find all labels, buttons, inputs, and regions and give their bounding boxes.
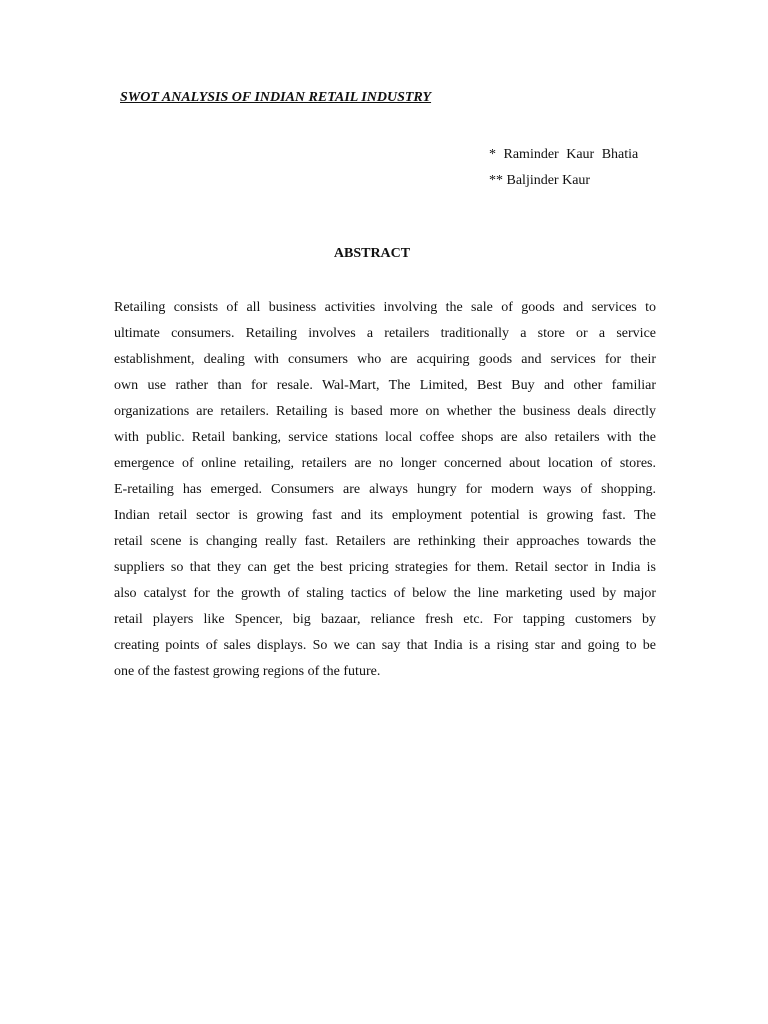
- abstract-line: one of the fastest growing regions of the future.: [114, 664, 381, 679]
- document-title: SWOT ANALYSIS OF INDIAN RETAIL INDUSTRY: [120, 90, 432, 105]
- abstract-line: establishment, dealing with consumers who are acquiring goods and services for their: [114, 352, 656, 367]
- abstract-line: suppliers so that they can get the best pricing strategies for them. Retail sector in India is: [114, 560, 656, 575]
- abstract-line: E-retailing has emerged. Consumers are always hungry for modern ways of shopping.: [114, 482, 656, 497]
- abstract-line: Indian retail sector is growing fast and its employment potential is growing fast. The: [114, 508, 656, 523]
- abstract-line: creating points of sales displays. So we can say that India is a rising star and going to be: [114, 638, 656, 653]
- abstract-heading: ABSTRACT: [333, 246, 411, 261]
- abstract-body: [114, 295, 656, 685]
- abstract-line: organizations are retailers. Retailing is based more on whether the business deals directly: [114, 404, 656, 419]
- abstract-line: ultimate consumers. Retailing involves a retailers traditionally a store or a service: [114, 326, 656, 341]
- author-1: * Raminder Kaur Bhatia: [489, 147, 639, 162]
- abstract-line: with public. Retail banking, service stations local coffee shops are also retailers with the: [114, 430, 656, 445]
- abstract-line: retail players like Spencer, big bazaar, reliance fresh etc. For tapping customers by: [114, 612, 656, 627]
- author-block: [489, 142, 638, 194]
- author-2: ** Baljinder Kaur: [489, 173, 591, 188]
- abstract-line: Retailing consists of all business activities involving the sale of goods and services to: [114, 300, 656, 315]
- abstract-line: also catalyst for the growth of staling tactics of below the line marketing used by major: [114, 586, 656, 601]
- abstract-line: emergence of online retailing, retailers are no longer concerned about location of stores.: [114, 456, 656, 471]
- abstract-line: own use rather than for resale. Wal-Mart, The Limited, Best Buy and other familiar: [114, 378, 656, 393]
- abstract-line: retail scene is changing really fast. Retailers are rethinking their approaches towards the: [114, 534, 656, 549]
